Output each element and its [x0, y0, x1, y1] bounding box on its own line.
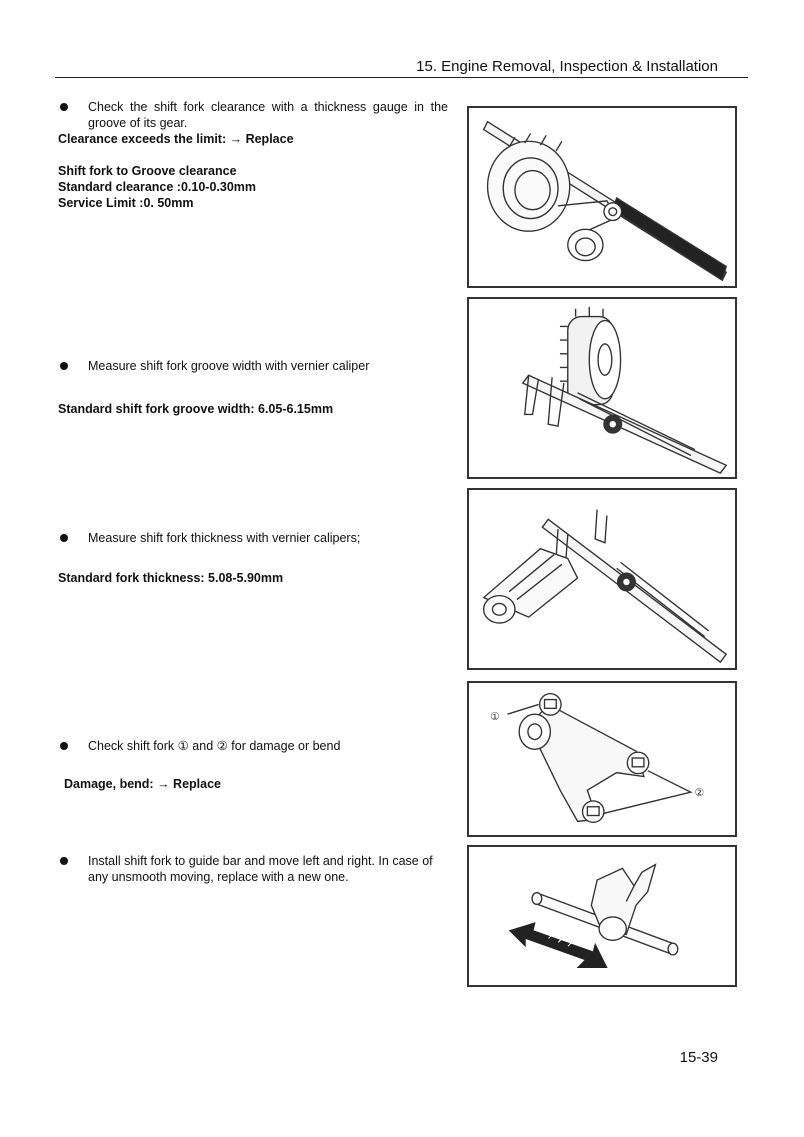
figure-fork-damage-check	[467, 681, 737, 837]
section-guide-bar	[58, 853, 448, 885]
bullet-dot-icon	[60, 742, 68, 750]
figure-groove-width-caliper	[467, 297, 737, 479]
caliper-on-fork-illustration	[469, 490, 735, 668]
bullet-item	[58, 853, 448, 885]
bullet-dot-icon	[60, 362, 68, 370]
section-fork-thickness	[58, 530, 448, 586]
bullet-dot-icon	[60, 857, 68, 865]
page-header-title: 15. Engine Removal, Inspection & Installation	[416, 58, 718, 75]
spec-heading: Shift fork to Groove clearance	[58, 164, 237, 178]
bullet-text: Measure shift fork thickness with vernier calipers;	[88, 531, 361, 545]
figure-guide-bar	[467, 845, 737, 987]
bullet-item	[58, 99, 448, 131]
bullet-text: Check shift fork ① and ② for damage or bend	[88, 739, 341, 753]
bullet-dot-icon	[60, 103, 68, 111]
result-line: Damage, bend: → Replace	[64, 777, 221, 791]
bullet-text: Check the shift fork clearance with a thickness gauge in the groove of its gear.	[88, 100, 448, 130]
page-number: 15-39	[679, 1049, 718, 1066]
thickness-gauge-illustration	[469, 108, 735, 286]
spec-limit: Service Limit :0. 50mm	[58, 196, 194, 210]
spec-standard: Standard clearance :0.10-0.30mm	[58, 180, 257, 194]
shift-fork-callout-illustration	[469, 683, 735, 835]
fork-on-guide-bar-illustration	[469, 847, 735, 985]
callout-label-1: ①	[489, 710, 500, 724]
bullet-item	[58, 530, 448, 546]
bullet-item	[58, 358, 448, 374]
bullet-text: Measure shift fork groove width with vernier caliper	[88, 359, 370, 373]
figure-fork-thickness-caliper	[467, 488, 737, 670]
bullet-text: Install shift fork to guide bar and move left and right. In case of any unsmooth moving, replace with a new one.	[88, 854, 433, 884]
section-damage-check	[58, 738, 448, 792]
spec-line: Standard shift fork groove width: 6.05-6.15mm	[58, 402, 334, 416]
spec-line: Standard fork thickness: 5.08-5.90mm	[58, 571, 284, 585]
spacer	[58, 147, 448, 163]
section-groove-width	[58, 358, 448, 417]
bullet-item	[58, 738, 448, 754]
result-line: Clearance exceeds the limit: → Replace	[58, 132, 294, 146]
caliper-on-gear-illustration	[469, 299, 735, 477]
section-clearance	[58, 99, 448, 211]
figure-thickness-gauge	[467, 106, 737, 288]
header-rule	[55, 77, 748, 78]
callout-label-2: ②	[694, 786, 705, 800]
bullet-dot-icon	[60, 534, 68, 542]
